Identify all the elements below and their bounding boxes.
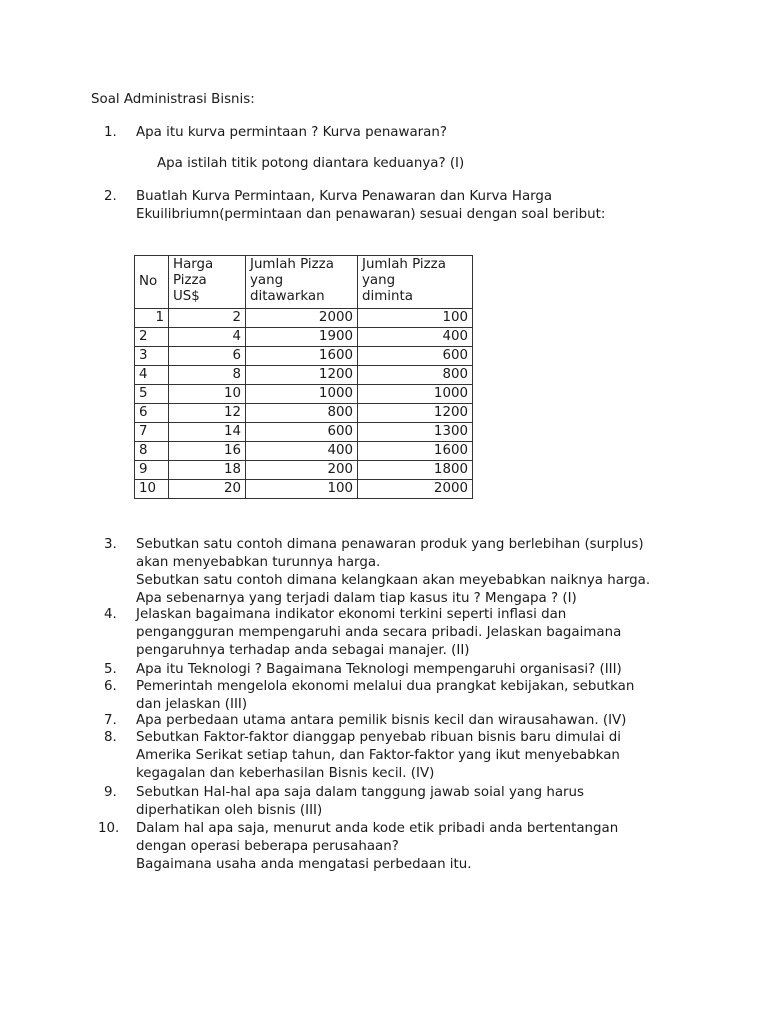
cell-ditawarkan: 600 [246, 423, 358, 442]
cell-no: 10 [135, 480, 169, 499]
header-diminta [358, 256, 473, 309]
header-line: Jumlah Pizza [362, 257, 446, 272]
cell-diminta: 1000 [358, 385, 473, 404]
cell-harga: 2 [169, 309, 246, 328]
question-line: Jelaskan bagaimana indikator ekonomi terkini seperti inflasi dan [136, 607, 567, 622]
header-line: diminta [362, 289, 413, 304]
question-line: Buatlah Kurva Permintaan, Kurva Penawaran dan Kurva Harga [136, 189, 553, 204]
cell-diminta: 1600 [358, 442, 473, 461]
question-number: 7. [104, 713, 117, 728]
question-line: pengangguran mempengaruhi anda secara pribadi. Jelaskan bagaimana [136, 625, 622, 640]
question-1 [104, 124, 694, 142]
question-line: Amerika Serikat setiap tahun, dan Faktor-faktor yang ikut menyebabkan [136, 748, 620, 763]
cell-harga: 20 [169, 480, 246, 499]
table-row [135, 347, 473, 366]
header-line: Harga [173, 257, 214, 272]
question-2 [104, 188, 694, 224]
cell-harga: 8 [169, 366, 246, 385]
question-number: 2. [104, 189, 117, 204]
question-line: akan menyebabkan turunnya harga. [136, 555, 381, 570]
cell-harga: 12 [169, 404, 246, 423]
header-harga [169, 256, 246, 309]
cell-no: 3 [135, 347, 169, 366]
cell-harga: 18 [169, 461, 246, 480]
cell-diminta: 400 [358, 328, 473, 347]
question-3 [104, 536, 694, 608]
table-row [135, 480, 473, 499]
question-line: Pemerintah mengelola ekonomi melalui dua prangkat kebijakan, sebutkan [136, 679, 635, 694]
table-row [135, 442, 473, 461]
cell-no: 6 [135, 404, 169, 423]
table-row [135, 423, 473, 442]
question-number: 1. [104, 125, 117, 140]
cell-no: 8 [135, 442, 169, 461]
table-row [135, 404, 473, 423]
table-header-row [135, 256, 473, 309]
cell-diminta: 1200 [358, 404, 473, 423]
cell-ditawarkan: 1900 [246, 328, 358, 347]
cell-harga: 14 [169, 423, 246, 442]
cell-ditawarkan: 100 [246, 480, 358, 499]
cell-diminta: 1800 [358, 461, 473, 480]
question-number: 3. [104, 537, 117, 552]
cell-ditawarkan: 1000 [246, 385, 358, 404]
question-number: 9. [104, 785, 117, 800]
cell-harga: 10 [169, 385, 246, 404]
question-10 [98, 820, 694, 874]
table-row [135, 461, 473, 480]
cell-no: 4 [135, 366, 169, 385]
cell-diminta: 100 [358, 309, 473, 328]
cell-ditawarkan: 1200 [246, 366, 358, 385]
table-row [135, 385, 473, 404]
question-number: 8. [104, 730, 117, 745]
table-row [135, 366, 473, 385]
cell-no: 9 [135, 461, 169, 480]
question-line: Sebutkan Hal-hal apa saja dalam tanggung jawab soial yang harus [136, 785, 585, 800]
question-line: Sebutkan satu contoh dimana penawaran produk yang berlebihan (surplus) [136, 537, 644, 552]
question-number: 10. [98, 821, 120, 836]
question-line: Sebutkan satu contoh dimana kelangkaan akan meyebabkan naiknya harga. [136, 573, 651, 588]
table-row [135, 328, 473, 347]
cell-ditawarkan: 800 [246, 404, 358, 423]
question-line: diperhatikan oleh bisnis (III) [136, 803, 323, 818]
cell-no: 7 [135, 423, 169, 442]
question-1-subline: Apa istilah titik potong diantara keduanya? (I) [157, 156, 465, 171]
question-line: kegagalan dan keberhasilan Bisnis kecil. (IV) [136, 766, 435, 781]
cell-no: 1 [135, 309, 169, 328]
header-line: yang [362, 273, 396, 288]
question-line: pengaruhnya terhadap anda sebagai manajer. (II) [136, 643, 470, 658]
header-ditawarkan [246, 256, 358, 309]
cell-diminta: 1300 [358, 423, 473, 442]
header-line: US$ [173, 289, 200, 304]
cell-ditawarkan: 400 [246, 442, 358, 461]
question-line: Ekuilibriumn(permintaan dan penawaran) sesuai dengan soal beribut: [136, 207, 606, 222]
cell-harga: 4 [169, 328, 246, 347]
cell-no: 2 [135, 328, 169, 347]
question-line: Bagaimana usaha anda mengatasi perbedaan itu. [136, 857, 472, 872]
question-line: Apa itu Teknologi ? Bagaimana Teknologi mempengaruhi organisasi? (III) [136, 662, 622, 677]
cell-harga: 6 [169, 347, 246, 366]
cell-ditawarkan: 1600 [246, 347, 358, 366]
question-4 [104, 606, 694, 660]
question-6 [104, 678, 694, 714]
question-line: Dalam hal apa saja, menurut anda kode etik pribadi anda bertentangan [136, 821, 619, 836]
question-8 [104, 729, 694, 783]
header-line: Pizza [173, 273, 207, 288]
question-7 [104, 712, 694, 730]
pizza-table [134, 255, 473, 499]
question-number: 6. [104, 679, 117, 694]
header-line: Jumlah Pizza [250, 257, 334, 272]
header-no: No [135, 256, 169, 309]
cell-diminta: 2000 [358, 480, 473, 499]
cell-ditawarkan: 2000 [246, 309, 358, 328]
table-row [135, 309, 473, 328]
page-title: Soal Administrasi Bisnis: [91, 92, 255, 107]
cell-no: 5 [135, 385, 169, 404]
question-line: Apa perbedaan utama antara pemilik bisnis kecil dan wirausahawan. (IV) [136, 713, 627, 728]
question-line: Apa itu kurva permintaan ? Kurva penawaran? [136, 125, 447, 140]
question-number: 4. [104, 607, 117, 622]
question-5 [104, 661, 694, 679]
question-line: Apa sebenarnya yang terjadi dalam tiap kasus itu ? Mengapa ? (I) [136, 591, 577, 606]
header-line: yang [250, 273, 284, 288]
question-line: dengan operasi beberapa perusahaan? [136, 839, 399, 854]
question-line: Sebutkan Faktor-faktor dianggap penyebab ribuan bisnis baru dimulai di [136, 730, 622, 745]
cell-harga: 16 [169, 442, 246, 461]
cell-diminta: 800 [358, 366, 473, 385]
cell-diminta: 600 [358, 347, 473, 366]
question-number: 5. [104, 662, 117, 677]
question-9 [104, 784, 694, 820]
cell-ditawarkan: 200 [246, 461, 358, 480]
header-line: ditawarkan [250, 289, 325, 304]
question-line: dan jelaskan (III) [136, 697, 248, 712]
